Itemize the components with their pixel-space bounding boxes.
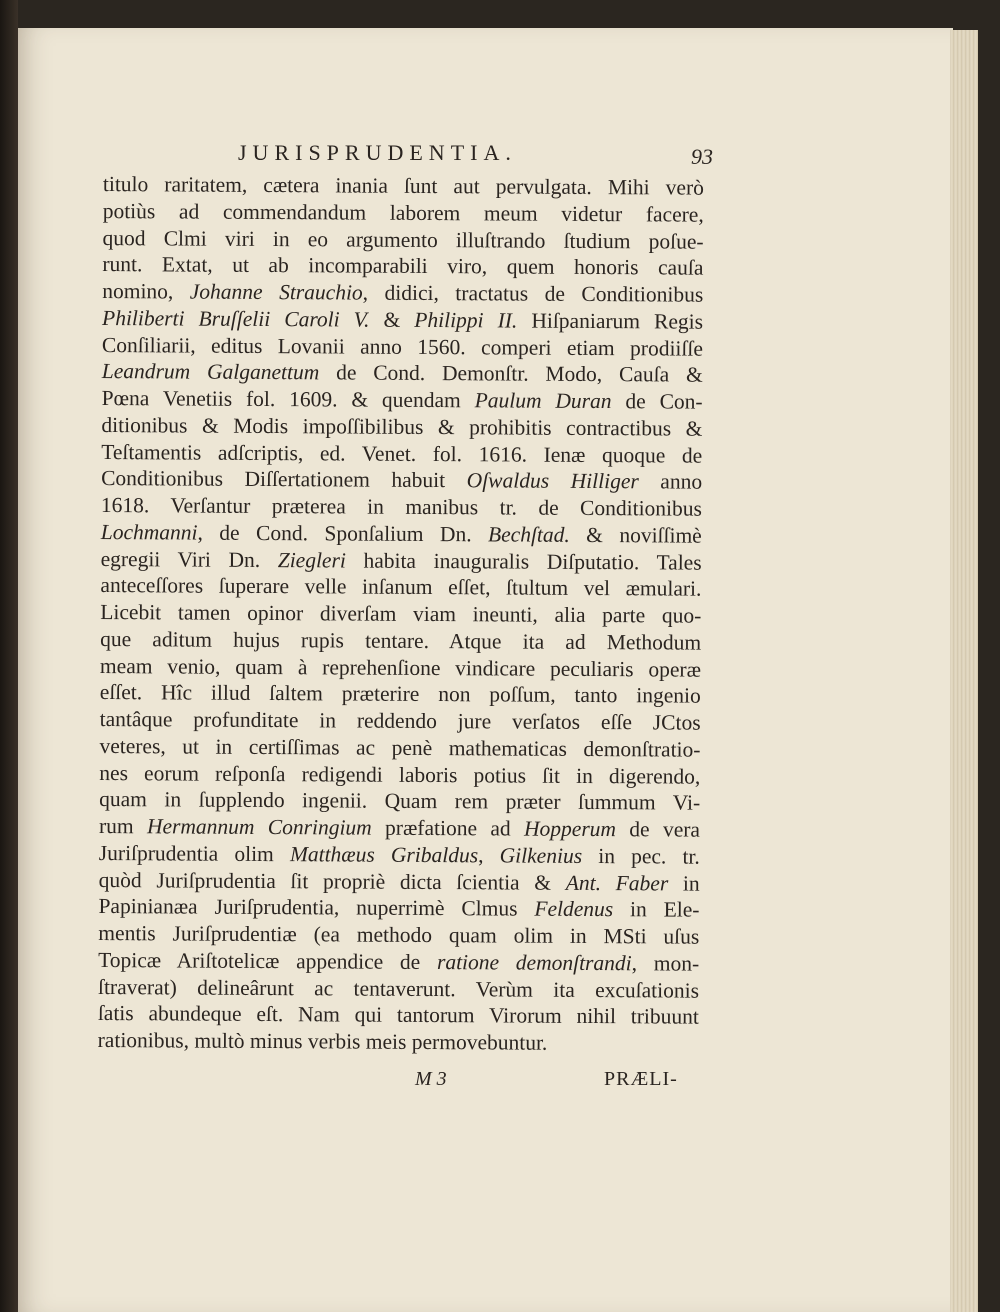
text-segment: eſſet. Hîc illud ſaltem præterire non poſſum, tanto ingenio — [99, 680, 701, 708]
page-header — [103, 140, 713, 170]
text-segment: Hiſpaniarum Regis — [517, 308, 704, 334]
text-line — [101, 519, 702, 549]
text-segment: que aditum hujus rupis tentare. Atque ita ad Methodum — [100, 626, 702, 655]
text-line — [98, 973, 699, 1003]
running-title: JURISPRUDENTIA. — [238, 140, 517, 165]
text-segment: præfatione ad — [371, 815, 525, 841]
text-segment: in pec. tr. — [582, 843, 700, 869]
text-segment: Topicæ Ariſtotelicæ appendice de — [98, 947, 438, 974]
italic-name: Bechſtad. — [487, 522, 570, 547]
text-segment: in Ele- — [613, 897, 700, 922]
text-line — [103, 224, 704, 254]
text-line — [99, 733, 700, 763]
text-line — [100, 626, 701, 656]
text-line — [100, 599, 701, 629]
italic-name: Philippi II. — [414, 307, 518, 333]
text-segment: Papinianæa Juriſprudentia, nuperrimè Clmus — [98, 894, 535, 921]
italic-name: Paulum Duran — [474, 388, 612, 414]
text-segment: veteres, ut in certiſſimas ac penè mathematicas demonſtratio- — [99, 733, 701, 762]
text-segment: habita inauguralis Diſputatio. Tales — [345, 547, 702, 575]
italic-name: Oſwaldus Hilliger — [466, 468, 639, 494]
text-segment: Juriſprudentia olim — [98, 840, 291, 866]
text-segment: & noviſſimè — [569, 522, 702, 548]
text-line — [102, 278, 703, 308]
text-segment: Conſiliarii, editus Lovanii anno 1560. comperi etiam prodiiſſe — [101, 332, 704, 361]
text-line — [99, 866, 700, 896]
text-segment: runt. Extat, ut ab incomparabili viro, quem honoris cauſa — [102, 252, 704, 280]
italic-name: Leandrum Galganettum — [101, 359, 320, 385]
text-segment: ditionibus & Modis impoſſibilibus & prohibitis contractibus & — [101, 412, 703, 441]
page-number: 93 — [691, 144, 713, 169]
text-line — [99, 840, 700, 870]
text-segment: quam in ſupplendo ingenii. Quam rem præter ſummum Vi- — [99, 787, 701, 815]
text-line — [98, 920, 699, 950]
italic-name: Feldenus — [534, 896, 614, 922]
text-segment: , de Cond. Sponſalium Dn. — [197, 520, 489, 547]
text-line — [99, 759, 700, 789]
italic-name: ratione demonſtrandi — [436, 949, 632, 975]
text-segment: 1618. Verſantur præterea in manibus tr. de Conditionibus — [100, 492, 703, 521]
text-line — [101, 545, 702, 575]
signature-mark: M 3 — [415, 1068, 447, 1090]
text-line — [102, 305, 703, 335]
text-segment: tantâque profunditate in reddendo jure verſatos eſſe JCtos — [99, 706, 701, 735]
text-line — [98, 1000, 699, 1030]
text-line — [101, 465, 702, 495]
text-line — [102, 385, 703, 415]
text-segment: nes eorum reſponſa redigendi laboris potius ſit in digerendo, — [99, 760, 701, 789]
italic-name: Ziegleri — [277, 547, 346, 572]
text-line — [98, 893, 699, 923]
text-segment: meam venio, quam à reprehenſione vindicare peculiaris operæ — [99, 653, 702, 682]
text-segment: anteceſſores ſuperare velle inſanum eſſet, ſtultum vel æmulari. — [100, 573, 702, 601]
text-line — [100, 679, 701, 709]
text-segment: , — [478, 843, 500, 868]
text-segment: mentis Juriſprudentiæ (ea methodo quam olim in MSti uſus — [98, 920, 700, 949]
text-line — [102, 331, 703, 361]
italic-name: Matthæus Gribaldus — [289, 841, 479, 868]
text-line — [100, 572, 701, 602]
text-line — [99, 813, 700, 843]
text-segment: de vera — [615, 817, 701, 842]
text-segment: quod Clmi viri in eo argumento illuſtrando ſtudium poſue- — [102, 225, 704, 254]
page-edges — [950, 30, 978, 1312]
body-text — [98, 171, 704, 1057]
text-line — [100, 652, 701, 682]
text-segment: titulo raritatem, cætera inania ſunt aut pervulgata. Mihi verò — [102, 171, 704, 200]
text-line — [101, 492, 702, 522]
text-segment: rum — [98, 813, 148, 839]
italic-name: Lochmanni — [100, 519, 198, 545]
text-segment: , mon- — [631, 950, 700, 976]
italic-name: Hopperum — [523, 816, 617, 842]
text-segment: de Con- — [611, 389, 703, 414]
italic-name: Hermannum Conringium — [146, 814, 372, 840]
text-segment: de Cond. Demonſtr. Modo, Cauſa & — [319, 360, 703, 387]
text-line — [98, 947, 699, 977]
text-segment: nomino, — [102, 278, 190, 304]
text-line — [101, 438, 702, 468]
catchword: PRÆLI- — [604, 1068, 678, 1090]
text-line — [101, 412, 702, 442]
text-line — [99, 786, 700, 816]
text-segment: Conditionibus Diſſertationem habuit — [101, 466, 467, 493]
text-segment: Licebit tamen opinor diverſam viam ineunti, alia parte quo- — [100, 599, 702, 628]
italic-name: Philiberti Bruſſelii Caroli V. — [102, 305, 370, 332]
text-segment: & — [369, 307, 415, 332]
text-segment: Pœna Venetiis fol. 1609. & quendam — [101, 385, 475, 413]
italic-name: Ant. Faber — [565, 870, 669, 895]
book-spine — [0, 0, 18, 1312]
italic-name: Johanne Strauchio — [189, 279, 363, 305]
text-segment: ſatis abundeque eſt. Nam qui tantorum Virorum nihil tribuunt — [97, 1001, 699, 1029]
text-segment: quòd Juriſprudentia ſit propriè dicta ſcientia & — [98, 867, 566, 895]
text-segment: in — [668, 870, 700, 896]
text-line — [103, 171, 704, 201]
text-segment: anno — [638, 469, 703, 494]
text-segment: ſtraverat) delineârunt ac tentaverunt. Verùm ita excuſationis — [97, 974, 700, 1003]
text-line — [102, 251, 703, 281]
text-segment: potiùs ad commendandum laborem meum videtur facere, — [102, 198, 704, 227]
text-line — [103, 198, 704, 228]
text-segment: , didici, tractatus de Conditionibus — [362, 280, 704, 307]
text-segment: Teſtamentis adſcriptis, ed. Venet. fol. 1616. Ienæ quoque de — [101, 439, 703, 468]
text-segment: egregii Viri Dn. — [100, 546, 278, 572]
italic-name: Gilkenius — [499, 843, 583, 868]
text-line — [100, 706, 701, 736]
text-line — [98, 1027, 699, 1057]
text-line — [102, 358, 703, 388]
text-segment: rationibus, multò minus verbis meis permovebuntur. — [97, 1027, 548, 1055]
